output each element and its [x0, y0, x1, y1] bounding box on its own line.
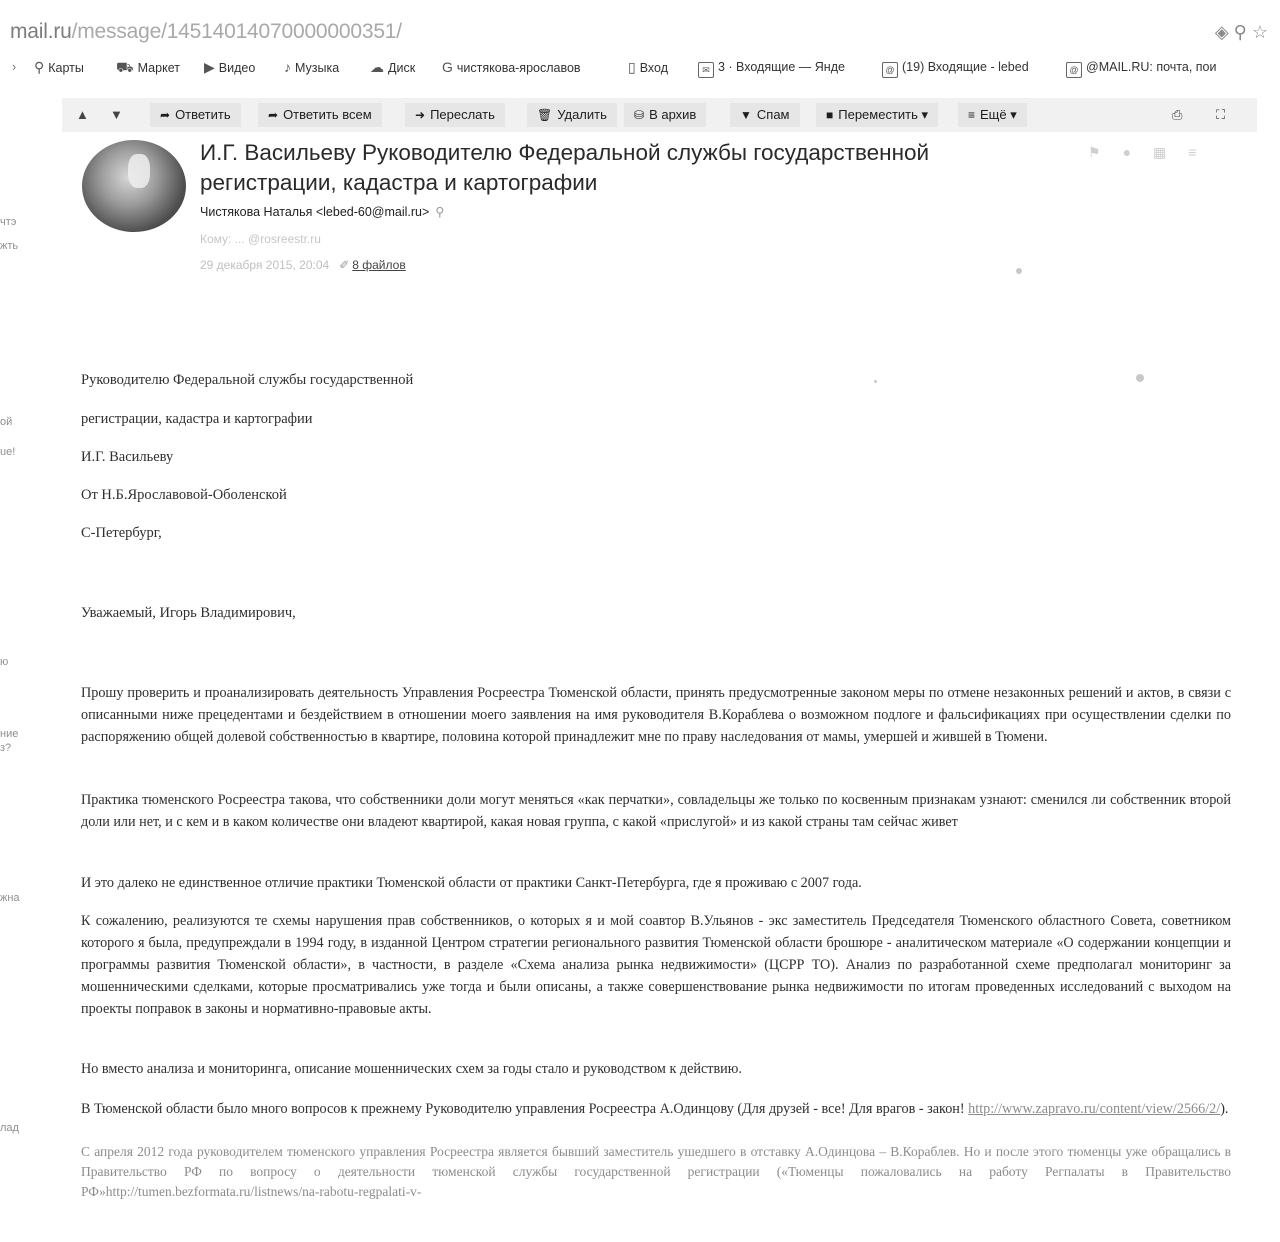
star-icon[interactable]: ☆ — [1251, 22, 1268, 42]
sidebar-fragment[interactable]: з? — [0, 742, 12, 754]
sidebar-fragment[interactable]: ой — [0, 416, 13, 428]
move-button[interactable]: ■ Переместить ▾ — [816, 103, 938, 127]
recipient-line: Кому: ... @rosreestr.ru — [200, 232, 321, 246]
printer-icon: ⎙ — [1172, 107, 1183, 122]
address-line: С-Петербург, — [81, 525, 162, 541]
flag-icon[interactable]: ⚑ — [1088, 144, 1101, 160]
chevron-down-icon: ▾ — [921, 107, 929, 122]
archive-icon: ⛁ — [634, 108, 645, 122]
next-message-button[interactable] — [104, 103, 129, 127]
play-icon: ▶ — [204, 59, 215, 75]
arrow-down-icon: ▼ — [110, 107, 123, 122]
message-date: 29 декабря 2015, 20:04 — [200, 258, 330, 272]
forward-icon: ➜ — [415, 108, 426, 122]
page-icon: ▯ — [628, 59, 636, 75]
cart-icon: ⛟ — [116, 59, 134, 75]
sidebar-fragment[interactable]: ю — [0, 656, 9, 668]
reply-all-icon: ➦ — [268, 108, 279, 122]
url-path: /message/14514014070000000351/ — [71, 20, 402, 43]
menu-lines-icon: ≡ — [968, 108, 976, 122]
print-button[interactable] — [1166, 103, 1188, 127]
arrow-up-icon: ▲ — [76, 107, 89, 122]
music-note-icon: ♪ — [284, 59, 291, 75]
address-bar-icons — [1210, 22, 1268, 43]
spam-button[interactable]: ▼ Спам — [730, 103, 800, 127]
sidebar-fragment[interactable]: чтэ — [0, 216, 17, 228]
address-bar[interactable] — [0, 18, 1280, 52]
paperclip-icon: ✐ — [339, 258, 350, 272]
expand-button[interactable] — [1210, 103, 1231, 127]
sidebar-fragment[interactable]: ue! — [0, 446, 16, 458]
search-icon[interactable]: ⚲ — [1233, 22, 1247, 42]
prev-message-button[interactable] — [70, 103, 95, 127]
header-actions — [1088, 144, 1218, 161]
sidebar-fragment[interactable]: ние — [0, 728, 19, 740]
map-pin-icon: ⚲ — [34, 59, 45, 75]
bookmark-mailru-inbox[interactable]: @ (19) Входящие - lebed — [882, 56, 1029, 78]
body-paragraph: К сожалению, реализуются те схемы нарушения прав собственников, о которых я и мой соавтор В.Ульянов - экс заместитель Председателя Тюменского областного Совета, советником которого я была, предупреждали в 1994 году, в изданной Центром стратегии регионального развития Тюменской области брошюре - аналитическом материале «О содержании концепции и программы развития Тюменской области», в частности, в разделе «Схема анализа рынка недвижимости» (ЦСРР ТО). Анализ по разработанной схеме предполагал мониторинг за мошенническими сделками, которые просматривались уже тогда и были описаны, а также совершенствование рынка недвижимости по итогам проведенных исследований с выходом на проекты поправок в законы и нормативно-правовые акты. — [81, 913, 1231, 1017]
scan-speck — [1136, 374, 1144, 382]
bookmark-video[interactable]: ▶ Видео — [204, 56, 255, 78]
bookmark-maps[interactable]: ⚲ Карты — [34, 56, 84, 78]
mail-toolbar — [62, 98, 1257, 132]
body-paragraph: Практика тюменского Росреестра такова, что собственники доли могут меняться «как перчатки», совладельцы же только по косвенным признакам узнают: сменился ли собственник второй доли или нет, и с кем и в каком количестве они владеют квартирой, какая новая группа, с какой «прислугой» и из какой страны там сейчас живет — [81, 792, 1231, 830]
bookmark-google-search[interactable]: G чистякова-ярославов — [442, 56, 581, 78]
bookmark-login[interactable]: ▯ Вход — [628, 56, 668, 78]
bookmark-disk[interactable]: ☁ Диск — [370, 56, 415, 78]
url-field[interactable] — [10, 20, 402, 44]
reply-button[interactable]: ➦ Ответить — [150, 103, 241, 127]
delete-button[interactable]: 🗑 Удалить — [527, 103, 617, 127]
dot-icon[interactable]: ● — [1122, 144, 1132, 160]
address-line: От Н.Б.Ярославовой-Оболенской — [81, 487, 287, 503]
bookmark-music[interactable]: ♪ Музыка — [284, 56, 339, 78]
bookmark-market[interactable]: ⛟ Маркет — [116, 56, 180, 78]
scan-speck — [874, 380, 877, 383]
reply-icon: ➦ — [160, 108, 171, 122]
grid-icon[interactable]: ▦ — [1153, 144, 1167, 160]
trash-icon: 🗑 — [537, 108, 553, 122]
sidebar-fragment[interactable]: жна — [0, 892, 20, 904]
bookmark-mailru-home[interactable]: @ @MAIL.RU: почта, пои — [1066, 56, 1216, 78]
sidebar-fragment[interactable]: лад — [0, 1122, 19, 1134]
scan-speck — [1016, 268, 1022, 274]
cloud-drive-icon: ☁ — [370, 59, 384, 75]
mailru-icon: @ — [882, 62, 898, 78]
sender-line[interactable] — [200, 204, 444, 219]
archive-button[interactable]: ⛁ В архив — [624, 103, 706, 127]
source-link[interactable]: http://www.zapravo.ru/content/view/2566/2/ — [968, 1101, 1221, 1117]
sidebar-fragment[interactable]: жть — [0, 240, 19, 252]
greeting: Уважаемый, Игорь Владимирович, — [81, 605, 296, 621]
address-line: И.Г. Васильеву — [81, 449, 174, 465]
expand-icon: ⛶ — [1216, 107, 1226, 122]
body-paragraph: Прошу проверить и проанализировать деятельность Управления Росреестра Тюменской области, принять предусмотренные законом меры по отмене незаконных решений и актов, в связи с описанными ниже прецедентами и бездействием в отношении моего заявления на имя руководителя В.Кораблева о возможном подлоге и фальсификациях при осуществлении сделки по распоряжению общей долевой собственностью в квартире, половина которой принадлежит мне по праву наследования от мамы, умершей и жившей в Тюмени. — [81, 685, 1231, 745]
message-subject: И.Г. Васильеву Руководителю Федеральной службы государственной регистрации, кадастра и картографии — [200, 140, 930, 195]
body-paragraph: Но вместо анализа и мониторинга, описание мошеннических схем за годы стало и руководством к действию. — [81, 1061, 742, 1077]
body-paragraph: В Тюменской области было много вопросов к прежнему Руководителю управления Росреестра А.Одинцову (Для друзей - все! Для врагов - закон! http://www.zapravo.ru/content/view/2566/2/). — [81, 1101, 1229, 1117]
search-icon[interactable]: ⚲ — [435, 205, 445, 219]
attachments-link[interactable]: 8 файлов — [352, 258, 406, 272]
forward-button[interactable]: ➜ Переслать — [405, 103, 505, 127]
mail-icon: ✉ — [698, 62, 714, 78]
list-icon[interactable]: ≡ — [1188, 144, 1197, 160]
folder-icon: ■ — [826, 108, 834, 122]
bookmark-yandex-inbox[interactable]: ✉ 3 · Входящие — Янде — [698, 56, 845, 78]
more-button[interactable]: ≡ Ещё ▾ — [958, 103, 1027, 127]
bookmarks-overflow-icon[interactable]: › — [12, 60, 17, 74]
body-paragraph: И это далеко не единственное отличие практики Тюменской области от практики Санкт-Петербурга, где я проживаю с 2007 года. — [81, 875, 862, 891]
message-meta — [200, 258, 406, 272]
address-line: регистрации, кадастра и картографии — [81, 411, 313, 427]
bookmarks-bar — [0, 56, 1280, 80]
sender-avatar — [82, 140, 186, 232]
mailru-icon: @ — [1066, 62, 1082, 78]
spam-icon: ▼ — [740, 108, 752, 122]
extension-icon[interactable]: ◈ — [1214, 22, 1229, 42]
reply-all-button[interactable]: ➦ Ответить всем — [258, 103, 382, 127]
chevron-down-icon: ▾ — [1010, 107, 1017, 122]
google-icon: G — [442, 59, 453, 75]
body-paragraph-faint: С апреля 2012 года руководителем тюменского управления Росреестра является бывший заместитель ушедшего в отставку А.Одинцова – В.Кораблев. Но и после этого тюменцы уже обращались в Правительство РФ по вопросу о деятельности тюменской службы государственной регистрации («Тюменцы пожаловались на работу Регпалаты в Правительство РФ»http://tumen.bezformata.ru/listnews/na-rabotu-regpalati-v- — [81, 1144, 1231, 1199]
address-line: Руководителю Федеральной службы государственной — [81, 372, 414, 388]
url-host: mail.ru — [10, 20, 72, 43]
sender-name: Чистякова Наталья <lebed-60@mail.ru> — [200, 205, 430, 219]
